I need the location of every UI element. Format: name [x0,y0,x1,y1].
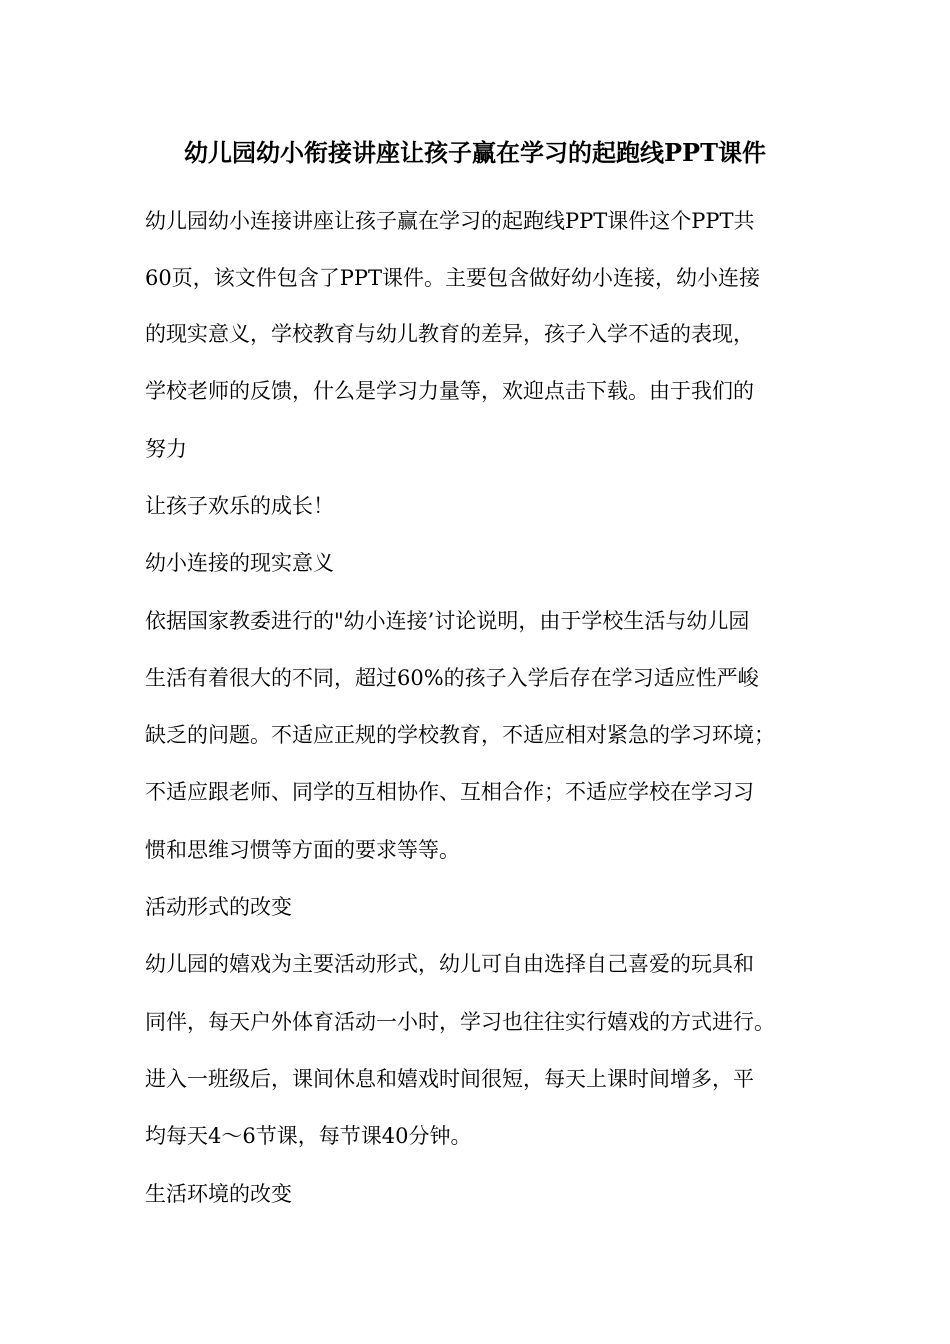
paragraph-line: 生活有着很大的不同，超过60%的孩子入学后存在学习适应性严峻 [145,666,759,690]
paragraph-line: 均每天4～6节课，每节课40分钟。 [145,1124,472,1148]
paragraph-line: 幼儿园幼小连接讲座让孩子赢在学习的起跑线PPT课件这个PPT共 [145,209,755,233]
paragraph-line: 同伴，每天户外体育活动一小时，学习也往往实行嬉戏的方式进行。 [145,1010,775,1034]
section-heading: 活动形式的改变 [145,895,292,919]
paragraph-line: 依据国家教委进行的"幼小连接’讨论说明，由于学校生活与幼儿园 [145,609,750,633]
paragraph-line: 不适应跟老师、同学的互相协作、互相合作；不适应学校在学习习 [145,780,754,804]
section-heading: 幼小连接的现实意义 [145,551,334,575]
document-title: 幼儿园幼小衔接讲座让孩子赢在学习的起跑线PPT课件 [184,138,766,167]
paragraph-line: 缺乏的问题。不适应正规的学校教育，不适应相对紧急的学习环境； [145,723,775,747]
paragraph-line: 的现实意义，学校教育与幼儿教育的差异，孩子入学不适的表现， [145,322,754,346]
paragraph-line: 让孩子欢乐的成长！ [145,494,334,518]
paragraph-line: 学校老师的反馈，什么是学习力量等，欢迎点击下载。由于我们的 [145,379,754,403]
paragraph-line: 努力 [145,437,187,461]
paragraph-line: 60页，该文件包含了PPT课件。主要包含做好幼小连接，幼小连接 [145,266,760,290]
paragraph-line: 惯和思维习惯等方面的要求等等。 [145,838,460,862]
paragraph-line: 幼儿园的嬉戏为主要活动形式，幼儿可自由选择自己喜爱的玩具和 [145,952,754,976]
paragraph-line: 进入一班级后，课间休息和嬉戏时间很短，每天上课时间增多，平 [145,1067,754,1091]
section-heading: 生活环境的改变 [145,1182,292,1206]
